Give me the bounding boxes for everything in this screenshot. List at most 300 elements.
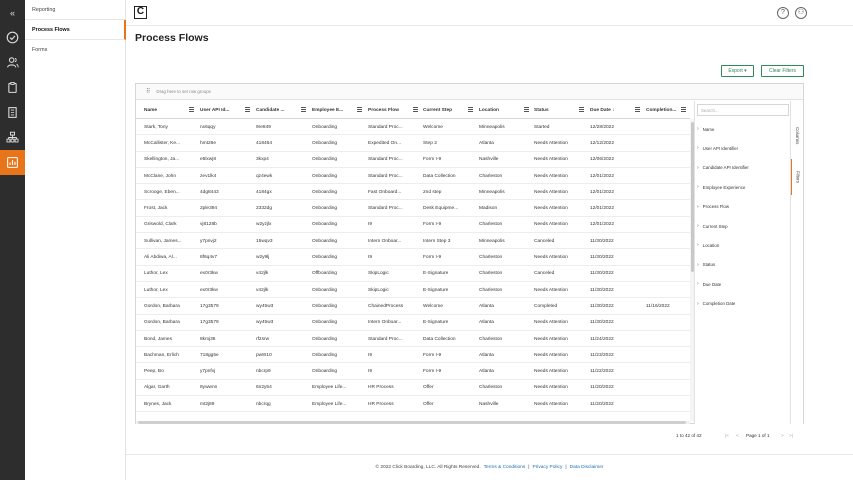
table-cell: rf2srw: [256, 336, 270, 342]
table-cell: Onboarding: [312, 303, 338, 309]
footer-separator: |: [528, 465, 530, 470]
table-cell: Onboarding: [312, 352, 338, 358]
table-cell: Needs Attention: [534, 206, 568, 212]
app-logo[interactable]: C: [134, 6, 147, 19]
column-menu-icon[interactable]: [468, 107, 473, 112]
table-cell: 11/22/2022: [590, 369, 614, 375]
filter-item[interactable]: [697, 162, 789, 174]
table-cell: Griswold, Clark: [144, 222, 177, 228]
table-cell: wy45w3: [256, 303, 274, 309]
table-cell: [646, 119, 688, 135]
table-cell: Offboarding: [312, 271, 337, 277]
table-row[interactable]: [136, 184, 690, 200]
table-cell: I9: [368, 352, 373, 358]
filter-item[interactable]: [697, 201, 789, 213]
subnav-header-reporting: Reporting: [25, 0, 126, 20]
table-cell: Standard Proc...: [368, 157, 403, 163]
table-cell: Nashville: [479, 157, 499, 163]
table-cell: ChainedProcess: [368, 303, 404, 309]
table-cell: Form I-9: [423, 352, 442, 358]
table-cell: Fast Onboard...: [368, 189, 402, 195]
table-row[interactable]: [136, 282, 690, 298]
table-cell: 2332dg: [256, 206, 273, 212]
chevron-right-icon: ›: [697, 164, 699, 171]
column-menu-icon[interactable]: [357, 107, 362, 112]
table-cell: Form I-9: [423, 222, 442, 228]
table-cell: 11/16/2022: [646, 303, 670, 309]
filter-item[interactable]: [697, 220, 789, 232]
filter-search-input[interactable]: Search...: [697, 104, 789, 116]
table-cell: E-Signature: [423, 320, 449, 326]
table-cell: Charleston: [479, 222, 503, 228]
page-title: Process Flows: [135, 32, 209, 44]
clear-filters-button[interactable]: Clear Filters: [761, 65, 804, 77]
left-rail: [0, 0, 25, 480]
footer-link-terms[interactable]: Terms & Conditions: [483, 465, 526, 470]
table-cell: v42jlk: [256, 287, 269, 293]
table-cell: qz4ewk: [256, 173, 273, 179]
table-cell: w2y9lj: [256, 255, 270, 261]
filter-item[interactable]: [697, 142, 789, 154]
table-cell: hmt26e: [200, 140, 216, 146]
chevron-right-icon: ›: [697, 261, 699, 268]
chevron-right-icon: ›: [697, 281, 699, 288]
table-cell: [646, 331, 688, 347]
footer-link-privacy[interactable]: Privacy Policy: [532, 465, 563, 470]
rail-item-company[interactable]: [0, 100, 25, 125]
pager-first-button[interactable]: |<: [725, 433, 729, 438]
users-icon: [6, 56, 19, 69]
chevron-right-icon: ›: [697, 145, 699, 152]
table-cell: 17g3579: [200, 320, 219, 326]
pager-summary: 1 to 42 of 42: [676, 433, 702, 438]
grid-header-row: [136, 101, 690, 119]
table-cell: 11/20/2022: [590, 401, 614, 407]
table-row[interactable]: [136, 152, 690, 168]
table-cell: Standard Proc...: [368, 173, 403, 179]
table-cell: [646, 364, 688, 380]
table-cell: Luthor, Lex: [144, 271, 168, 277]
tab-filters[interactable]: [791, 159, 804, 195]
table-cell: Intern Onboar...: [368, 320, 402, 326]
table-cell: 12/06/2022: [590, 157, 615, 163]
pager-last-button[interactable]: >|: [789, 433, 793, 438]
table-row[interactable]: [136, 201, 690, 217]
column-header[interactable]: [200, 101, 254, 119]
table-cell: Needs Attention: [534, 157, 568, 163]
filter-item[interactable]: [697, 123, 789, 135]
column-header-label: Employee E...: [312, 107, 344, 113]
clipboard-icon: [6, 81, 19, 94]
table-cell: Atlanta: [479, 320, 494, 326]
table-row[interactable]: [136, 298, 690, 314]
table-cell: Atlanta: [479, 352, 494, 358]
table-cell: Step 2: [423, 140, 437, 146]
table-cell: Onboarding: [312, 189, 338, 195]
table-cell: Atlanta: [479, 369, 494, 375]
table-cell: 718gg5e: [200, 352, 219, 358]
table-cell: Luthor, Lex: [144, 287, 168, 293]
table-cell: McCallister, Ke...: [144, 140, 180, 146]
table-cell: Minneapolis: [479, 238, 505, 244]
table-cell: Minneapolis: [479, 189, 505, 195]
filter-item-label: User API Identifier: [702, 145, 739, 151]
table-cell: SkipLogic: [368, 287, 389, 293]
table-cell: 11/30/2022: [590, 255, 614, 261]
table-cell: [646, 249, 688, 265]
filter-item-label: Status: [702, 262, 716, 268]
table-cell: Expedited On...: [368, 140, 402, 146]
table-cell: Onboarding: [312, 222, 338, 228]
table-cell: 11/20/2022: [590, 385, 614, 391]
table-cell: w2yzjlx: [256, 222, 272, 228]
process-flows-grid: [135, 83, 804, 424]
table-cell: 12/01/2022: [590, 222, 615, 228]
table-cell: McClane, John: [144, 173, 176, 179]
table-cell: Sullivan, James...: [144, 238, 182, 244]
column-header[interactable]: [368, 101, 422, 119]
column-header-label: Location: [479, 107, 499, 113]
pager-page-text: Page 1 of 1: [746, 433, 770, 438]
table-cell: Skellington, Ja...: [144, 157, 180, 163]
table-cell: 4184gx: [256, 189, 272, 195]
table-cell: 11/30/2022: [590, 271, 614, 277]
table-cell: HR Process: [368, 385, 394, 391]
help-icon[interactable]: ?: [777, 7, 789, 19]
table-row[interactable]: [136, 364, 690, 380]
table-cell: Intern Step 3: [423, 238, 451, 244]
table-cell: wy45w3: [256, 320, 274, 326]
column-header-label: User API Id...: [200, 107, 230, 113]
chevron-right-icon: ›: [697, 184, 699, 191]
chevron-right-icon: ›: [697, 223, 699, 229]
table-cell: [646, 217, 688, 233]
pager-prev-button[interactable]: <: [736, 433, 739, 438]
table-cell: Peep, Bo: [144, 369, 164, 375]
column-header[interactable]: [534, 101, 588, 119]
table-cell: E-Signature: [423, 287, 449, 293]
table-cell: Standard Proc...: [368, 124, 403, 130]
table-cell: 6n2y54: [256, 385, 272, 391]
report-chart-icon: [6, 156, 19, 169]
table-cell: nbcrp9: [256, 369, 271, 375]
table-cell: [646, 315, 688, 331]
table-row[interactable]: [136, 168, 690, 184]
table-cell: 12/28/2022: [590, 124, 615, 130]
table-cell: Welcome: [423, 124, 443, 130]
table-cell: Needs Attention: [534, 320, 568, 326]
table-cell: E-Signature: [423, 271, 449, 277]
table-cell: Standard Proc...: [368, 206, 403, 212]
rail-item-people[interactable]: [0, 50, 25, 75]
table-cell: Charleston: [479, 255, 503, 261]
filter-item-label: Employee Experience: [702, 184, 746, 190]
table-cell: [646, 184, 688, 200]
table-cell: Onboarding: [312, 140, 338, 146]
column-header[interactable]: [646, 101, 690, 119]
filter-item[interactable]: [697, 278, 789, 290]
chevron-right-icon: ›: [697, 126, 699, 132]
table-row[interactable]: [136, 135, 690, 151]
filter-item-label: Candidate API Identifier: [702, 165, 749, 171]
table-cell: Charleston: [479, 336, 503, 342]
table-cell: Form I-9: [423, 157, 442, 163]
column-header-label: Status: [534, 107, 549, 113]
table-cell: [646, 201, 688, 217]
grid-body: [136, 119, 690, 419]
horizontal-scrollbar[interactable]: [136, 421, 690, 424]
table-cell: 8ywwnn: [200, 385, 218, 391]
column-header-label: Process Flow: [368, 107, 399, 113]
row-group-drop-zone[interactable]: [136, 84, 803, 100]
table-cell: 15wqv3: [256, 238, 273, 244]
table-cell: [646, 282, 688, 298]
table-cell: vj8128b: [200, 222, 217, 228]
table-cell: Scrooge, Eben...: [144, 189, 180, 195]
double-chevron-left-icon: «: [9, 7, 15, 18]
table-cell: Started: [534, 124, 550, 130]
filter-item-label: Name: [702, 126, 715, 132]
column-header[interactable]: [144, 101, 198, 119]
table-row[interactable]: [136, 266, 690, 282]
column-header-label: Candidate ...: [256, 107, 285, 113]
column-header[interactable]: [590, 101, 644, 119]
filter-item[interactable]: [697, 181, 789, 193]
table-cell: Onboarding: [312, 287, 338, 293]
table-cell: 11/30/2022: [590, 238, 614, 244]
column-menu-icon[interactable]: [681, 107, 686, 112]
table-cell: 11/30/2022: [590, 303, 614, 309]
table-row[interactable]: [136, 217, 690, 233]
table-cell: Employee Life...: [312, 385, 347, 391]
table-cell: 9re849: [256, 124, 271, 130]
table-cell: Brynes, Jack: [144, 401, 172, 407]
filter-item[interactable]: [697, 239, 789, 251]
rail-item-org[interactable]: [0, 125, 25, 150]
table-row[interactable]: [136, 380, 690, 396]
table-cell: Employee Life...: [312, 401, 347, 407]
table-cell: 418464: [256, 140, 273, 146]
filter-item-label: Due Date: [702, 281, 722, 287]
table-cell: Bond, James: [144, 336, 172, 342]
table-row[interactable]: [136, 396, 690, 412]
table-cell: 8f6q4v7: [200, 255, 218, 261]
filter-item-label: Location: [702, 242, 720, 248]
table-cell: [646, 135, 688, 151]
column-header[interactable]: [312, 101, 366, 119]
table-row[interactable]: [136, 331, 690, 347]
table-cell: [646, 396, 688, 412]
collapse-rail-button[interactable]: [0, 0, 25, 25]
filter-item-label: Current Step: [702, 223, 728, 229]
table-cell: v42jlk: [256, 271, 269, 277]
table-cell: pw8r10: [256, 352, 272, 358]
filter-item-label: Process Flow: [702, 204, 730, 210]
top-bar: [126, 0, 853, 26]
footer: [126, 454, 853, 480]
table-cell: Data Collection: [423, 173, 456, 179]
table-cell: Needs Attention: [534, 189, 568, 195]
column-menu-icon[interactable]: [189, 107, 194, 112]
table-cell: y7pnvj2: [200, 238, 217, 244]
table-cell: Stark, Tony: [144, 124, 168, 130]
rail-item-reporting[interactable]: [0, 150, 25, 175]
table-cell: I9: [368, 255, 373, 261]
column-menu-icon[interactable]: [524, 107, 529, 112]
user-menu-icon[interactable]: ⚇: [795, 7, 807, 19]
table-cell: Offer: [423, 401, 434, 407]
table-cell: nx6qqy: [200, 124, 216, 130]
table-cell: Onboarding: [312, 369, 338, 375]
table-cell: Needs Attention: [534, 336, 568, 342]
column-header[interactable]: [479, 101, 533, 119]
table-cell: 2ple394: [200, 206, 218, 212]
column-header-label: Name: [144, 107, 158, 113]
table-cell: 11/24/2022: [590, 336, 614, 342]
column-header[interactable]: [423, 101, 477, 119]
filter-item-label: Completion Date: [702, 301, 736, 307]
table-cell: I9: [368, 222, 373, 228]
table-cell: I9: [368, 369, 373, 375]
table-cell: Needs Attention: [534, 287, 568, 293]
table-cell: Charleston: [479, 271, 503, 277]
table-cell: 12/01/2022: [590, 189, 615, 195]
table-cell: Data Collection: [423, 336, 456, 342]
table-cell: Desk Equipme...: [423, 206, 459, 212]
table-cell: [646, 233, 688, 249]
table-cell: Onboarding: [312, 255, 338, 261]
table-cell: 8kmj36: [200, 336, 216, 342]
tab-columns[interactable]: [791, 115, 804, 157]
table-cell: Onboarding: [312, 336, 338, 342]
column-menu-icon[interactable]: [301, 107, 306, 112]
column-menu-icon[interactable]: [245, 107, 250, 112]
table-cell: Welcome: [423, 303, 443, 309]
table-cell: Gordon, Barbara: [144, 303, 180, 309]
table-cell: 3kxp4: [256, 157, 269, 163]
footer-link-disclaimer[interactable]: Data Disclaimer: [569, 465, 604, 470]
table-cell: Minneapolis: [479, 124, 505, 130]
table-cell: Charleston: [479, 173, 503, 179]
table-cell: SkipLogic: [368, 271, 389, 277]
table-cell: Canceled: [534, 271, 555, 277]
table-cell: Needs Attention: [534, 222, 568, 228]
table-cell: 11/30/2022: [590, 287, 614, 293]
horizontal-scroll-thumb[interactable]: [138, 421, 686, 424]
table-cell: 11/23/2022: [590, 352, 614, 358]
table-row[interactable]: [136, 233, 690, 249]
table-cell: Needs Attention: [534, 385, 568, 391]
table-cell: Onboarding: [312, 238, 338, 244]
table-cell: Completed: [534, 303, 558, 309]
table-cell: Gordon, Barbara: [144, 320, 180, 326]
table-cell: ex0r3kw: [200, 271, 218, 277]
check-circle-icon: [6, 31, 19, 44]
table-cell: Standard Proc...: [368, 336, 403, 342]
table-cell: zev1lk4: [200, 173, 217, 179]
table-cell: 12/01/2022: [590, 173, 615, 179]
table-cell: Onboarding: [312, 157, 338, 163]
building-icon: [6, 106, 19, 119]
org-chart-icon: [6, 131, 19, 144]
table-cell: Intern Onboar...: [368, 238, 402, 244]
table-cell: Onboarding: [312, 124, 338, 130]
export-button[interactable]: Export ▾: [721, 65, 754, 77]
tab-columns-label: Columns: [795, 127, 800, 145]
table-cell: Ali Abdiwa, Al...: [144, 255, 177, 261]
table-cell: Onboarding: [312, 206, 338, 212]
table-cell: 2nd step: [423, 189, 442, 195]
chevron-right-icon: ›: [697, 242, 699, 249]
subnav-item-forms[interactable]: Forms: [32, 47, 48, 53]
table-row[interactable]: [136, 315, 690, 331]
column-header-label: Completion...: [646, 107, 677, 113]
table-cell: [646, 347, 688, 363]
footer-separator: |: [565, 465, 567, 470]
table-cell: Form I-9: [423, 255, 442, 261]
row-group-hint: Drag here to set row groups: [156, 89, 211, 94]
table-cell: 11/30/2022: [590, 320, 614, 326]
table-cell: e5lxwj8: [200, 157, 216, 163]
chevron-right-icon: ›: [697, 203, 699, 210]
column-menu-icon[interactable]: [413, 107, 418, 112]
column-header-label: Current Step: [423, 107, 453, 113]
column-header[interactable]: [256, 101, 310, 119]
drag-handle-icon: ⠿: [146, 89, 151, 95]
table-cell: Bachman, Erlich: [144, 352, 179, 358]
filter-item[interactable]: [697, 298, 789, 310]
table-cell: Needs Attention: [534, 255, 568, 261]
table-cell: 4dg8443: [200, 189, 219, 195]
table-cell: y7pnfvj: [200, 369, 216, 375]
table-row[interactable]: [136, 119, 690, 135]
table-cell: Madison: [479, 206, 498, 212]
table-cell: Charleston: [479, 287, 503, 293]
table-cell: 12/01/2022: [590, 206, 615, 212]
table-cell: Form I-9: [423, 369, 442, 375]
footer-copyright: © 2022 Click Boarding, LLC. All Rights Reserved.: [375, 465, 481, 470]
rail-item-tasks[interactable]: [0, 25, 25, 50]
table-cell: [646, 152, 688, 168]
table-cell: Needs Attention: [534, 352, 568, 358]
table-cell: ex0r3kw: [200, 287, 218, 293]
table-cell: Canceled: [534, 238, 555, 244]
filter-panel: [694, 101, 790, 424]
table-cell: Onboarding: [312, 320, 338, 326]
table-cell: Needs Attention: [534, 173, 568, 179]
table-cell: [646, 380, 688, 396]
table-row[interactable]: [136, 249, 690, 265]
table-cell: 17g3579: [200, 303, 219, 309]
table-cell: Needs Attention: [534, 369, 568, 375]
table-cell: [646, 266, 688, 282]
rail-item-forms[interactable]: [0, 75, 25, 100]
subnav-item-process-flows[interactable]: Process Flows: [25, 20, 126, 40]
table-cell: HR Process: [368, 401, 394, 407]
pager-next-button[interactable]: >: [781, 433, 784, 438]
table-cell: Charleston: [479, 385, 503, 391]
filter-item[interactable]: [697, 259, 789, 271]
column-menu-icon[interactable]: [635, 107, 640, 112]
table-cell: Frost, Jack: [144, 206, 168, 212]
side-tabs: [790, 101, 803, 424]
column-menu-icon[interactable]: [579, 107, 584, 112]
table-cell: Algar, Garth: [144, 385, 170, 391]
table-row[interactable]: [136, 347, 690, 363]
table-cell: mt2j89: [200, 401, 215, 407]
table-cell: Needs Attention: [534, 401, 568, 407]
table-cell: Needs Attention: [534, 140, 568, 146]
